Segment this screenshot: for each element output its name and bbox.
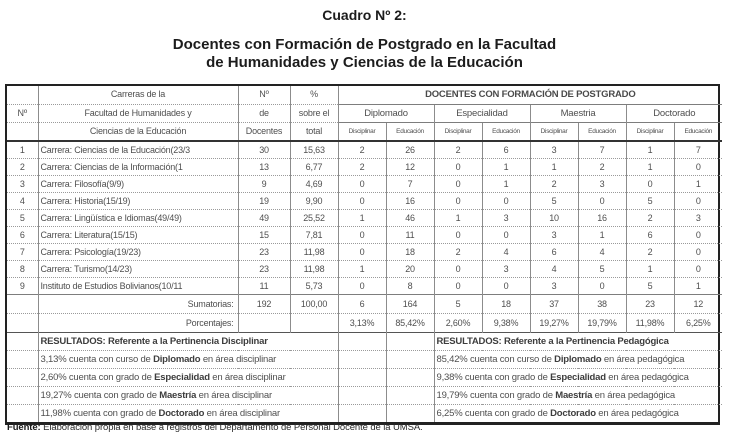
carrera-name: Carrera: Historia(15/19)	[38, 192, 238, 209]
docentes-cell: 11	[238, 277, 290, 294]
value-cell: 0	[674, 260, 722, 277]
sumatorias-value: 164	[386, 294, 434, 313]
resultados-pedagogica-item	[434, 350, 722, 368]
header-pct-line3: total	[290, 122, 338, 141]
porcentajes-num-spacer	[7, 313, 38, 332]
row-number: 7	[7, 243, 38, 260]
porcentajes-row	[7, 313, 722, 332]
header-num-label: Nº	[7, 104, 38, 122]
sumatorias-value: 23	[626, 294, 674, 313]
value-cell: 0	[482, 226, 530, 243]
header-sub-especialidad-educacion: Educación	[482, 122, 530, 141]
value-cell: 18	[386, 243, 434, 260]
value-cell: 1	[434, 209, 482, 226]
resultado-text: en área disciplinar	[200, 353, 277, 365]
porcentajes-value: 2,60%	[434, 313, 482, 332]
resultado-text: 19,79% cuenta con grado de	[436, 389, 556, 401]
value-cell: 16	[578, 209, 626, 226]
resultados-empty-cell	[386, 350, 434, 368]
carrera-name: Carrera: Psicología(19/23)	[38, 243, 238, 260]
carrera-name: Carrera: Ciencias de la Información(1	[38, 158, 238, 175]
value-cell: 26	[386, 141, 434, 159]
porcentajes-value: 19,27%	[530, 313, 578, 332]
value-cell: 2	[338, 158, 386, 175]
table-row	[7, 192, 722, 209]
value-cell: 0	[674, 158, 722, 175]
resultados-num-spacer	[7, 332, 38, 350]
resultado-text: 6,25% cuenta con grado de	[436, 407, 551, 419]
resultados-num-spacer	[7, 386, 38, 404]
porcentajes-value: 6,25%	[674, 313, 722, 332]
pct-cell: 11,98	[290, 243, 338, 260]
resultado-text: en área pedagógica	[595, 407, 679, 419]
value-cell: 5	[626, 277, 674, 294]
docentes-cell: 49	[238, 209, 290, 226]
value-cell: 3	[482, 260, 530, 277]
value-cell: 2	[626, 243, 674, 260]
value-cell: 1	[338, 209, 386, 226]
resultado-text: 19,27% cuenta con grado de	[40, 389, 160, 401]
value-cell: 6	[530, 243, 578, 260]
sumatorias-label: Sumatorias:	[38, 294, 238, 313]
resultados-empty-cell	[338, 368, 386, 386]
resultados-header-row	[7, 332, 722, 350]
value-cell: 0	[482, 192, 530, 209]
resultados-empty-cell	[386, 386, 434, 404]
header-docentes-line1: Nº	[238, 86, 290, 104]
pct-cell: 25,52	[290, 209, 338, 226]
resultados-empty-cell	[338, 404, 386, 422]
pct-cell: 7,81	[290, 226, 338, 243]
table-row	[7, 260, 722, 277]
header-sub-doctorado-disciplinar: Disciplinar	[626, 122, 674, 141]
source-note-label: Fuente:	[7, 422, 41, 433]
pct-cell: 9,90	[290, 192, 338, 209]
row-number: 1	[7, 141, 38, 159]
sumatorias-docentes: 192	[238, 294, 290, 313]
pct-cell: 5,73	[290, 277, 338, 294]
resultados-num-spacer	[7, 368, 38, 386]
resultado-grade: Doctorado	[158, 407, 205, 419]
resultado-text: 2,60% cuenta con grado de	[40, 371, 155, 383]
value-cell: 1	[482, 158, 530, 175]
row-number: 6	[7, 226, 38, 243]
table-row	[7, 209, 722, 226]
row-number: 2	[7, 158, 38, 175]
value-cell: 0	[578, 277, 626, 294]
value-cell: 11	[386, 226, 434, 243]
value-cell: 3	[674, 209, 722, 226]
pct-cell: 4,69	[290, 175, 338, 192]
sumatorias-value: 18	[482, 294, 530, 313]
header-sub-maestria-disciplinar: Disciplinar	[530, 122, 578, 141]
value-cell: 5	[578, 260, 626, 277]
value-cell: 0	[482, 277, 530, 294]
resultado-text: 11,98% cuenta con grado de	[40, 407, 159, 419]
resultados-row	[7, 404, 722, 422]
header-num-spacer	[7, 86, 38, 104]
resultados-empty-cell	[386, 332, 434, 350]
value-cell: 1	[626, 260, 674, 277]
value-cell: 5	[626, 192, 674, 209]
table-row	[7, 141, 722, 159]
docentes-cell: 15	[238, 226, 290, 243]
value-cell: 4	[530, 260, 578, 277]
header-postgrado-banner: DOCENTES CON FORMACIÓN DE POSTGRADO	[338, 86, 722, 104]
value-cell: 0	[434, 192, 482, 209]
resultados-pedagogica-item	[434, 368, 722, 386]
value-cell: 4	[482, 243, 530, 260]
value-cell: 2	[578, 158, 626, 175]
header-group-maestria: Maestria	[530, 104, 626, 122]
row-number: 9	[7, 277, 38, 294]
resultado-grade: Diplomado	[554, 353, 602, 365]
resultados-empty-cell	[338, 350, 386, 368]
resultados-num-spacer	[7, 404, 38, 422]
value-cell: 0	[674, 243, 722, 260]
table-row	[7, 158, 722, 175]
value-cell: 3	[530, 226, 578, 243]
value-cell: 7	[578, 141, 626, 159]
row-number: 5	[7, 209, 38, 226]
value-cell: 1	[626, 141, 674, 159]
header-group-especialidad: Especialidad	[434, 104, 530, 122]
value-cell: 4	[578, 243, 626, 260]
carrera-name: Carrera: Lingüística e Idiomas(49/49)	[38, 209, 238, 226]
value-cell: 16	[386, 192, 434, 209]
resultados-empty-cell	[386, 404, 434, 422]
carrera-name: Carrera: Turismo(14/23)	[38, 260, 238, 277]
resultados-disciplinar-header: RESULTADOS: Referente a la Pertinencia Disciplinar	[38, 332, 338, 350]
porcentajes-label: Porcentajes:	[38, 313, 238, 332]
header-carreras-line2: Facultad de Humanidades y	[38, 104, 238, 122]
value-cell: 10	[530, 209, 578, 226]
docentes-cell: 13	[238, 158, 290, 175]
header-pct-line2: sobre el	[290, 104, 338, 122]
header-group-doctorado: Doctorado	[626, 104, 722, 122]
row-number: 4	[7, 192, 38, 209]
value-cell: 1	[530, 158, 578, 175]
value-cell: 0	[338, 192, 386, 209]
value-cell: 46	[386, 209, 434, 226]
resultados-empty-cell	[386, 368, 434, 386]
table-caption-title-line1: Docentes con Formación de Postgrado en la Facultad	[172, 36, 557, 53]
postgrado-table	[7, 86, 722, 422]
value-cell: 6	[626, 226, 674, 243]
value-cell: 0	[434, 175, 482, 192]
header-sub-maestria-educacion: Educación	[578, 122, 626, 141]
resultados-disciplinar-item	[38, 350, 338, 368]
docentes-cell: 9	[238, 175, 290, 192]
resultados-row	[7, 350, 722, 368]
value-cell: 0	[338, 277, 386, 294]
value-cell: 0	[434, 226, 482, 243]
resultado-text: en área disciplinar	[196, 389, 272, 401]
value-cell: 3	[530, 277, 578, 294]
resultado-text: en área pedagógica	[605, 371, 689, 383]
porcentajes-pct-empty	[290, 313, 338, 332]
value-cell: 0	[674, 226, 722, 243]
header-sub-diplomado-disciplinar: Disciplinar	[338, 122, 386, 141]
header-docentes-line2: de	[238, 104, 290, 122]
value-cell: 7	[674, 141, 722, 159]
header-carreras-line3: Ciencias de la Educación	[38, 122, 238, 141]
table-caption-number: Cuadro Nº 2:	[322, 7, 407, 23]
table-row	[7, 277, 722, 294]
resultados-row	[7, 368, 722, 386]
value-cell: 0	[578, 192, 626, 209]
row-number: 3	[7, 175, 38, 192]
value-cell: 0	[434, 277, 482, 294]
header-group-diplomado: Diplomado	[338, 104, 434, 122]
table-row	[7, 243, 722, 260]
resultado-grade: Maestría	[555, 389, 593, 401]
header-docentes-line3: Docentes	[238, 122, 290, 141]
header-sub-diplomado-educacion: Educación	[386, 122, 434, 141]
sumatorias-num-spacer	[7, 294, 38, 313]
resultado-grade: Especialidad	[154, 371, 210, 383]
value-cell: 1	[338, 260, 386, 277]
value-cell: 12	[386, 158, 434, 175]
header-row-1	[7, 86, 722, 104]
resultado-grade: Doctorado	[550, 407, 596, 419]
sumatorias-row	[7, 294, 722, 313]
value-cell: 6	[482, 141, 530, 159]
porcentajes-value: 19,79%	[578, 313, 626, 332]
header-sub-doctorado-educacion: Educación	[674, 122, 722, 141]
resultados-empty-cell	[338, 332, 386, 350]
pct-cell: 11,98	[290, 260, 338, 277]
sumatorias-value: 38	[578, 294, 626, 313]
header-row-3	[7, 122, 722, 141]
porcentajes-value: 85,42%	[386, 313, 434, 332]
carrera-name: Carrera: Filosofía(9/9)	[38, 175, 238, 192]
header-row-2	[7, 104, 722, 122]
resultados-pedagogica-header: RESULTADOS: Referente a la Pertinencia Pedagógica	[434, 332, 722, 350]
table-row	[7, 226, 722, 243]
value-cell: 3	[578, 175, 626, 192]
resultados-empty-cell	[338, 386, 386, 404]
resultados-disciplinar-item	[38, 404, 338, 422]
value-cell: 2	[530, 175, 578, 192]
sumatorias-value: 5	[434, 294, 482, 313]
resultado-grade: Especialidad	[550, 371, 606, 383]
resultados-row	[7, 386, 722, 404]
value-cell: 20	[386, 260, 434, 277]
header-carreras-line1: Carreras de la	[38, 86, 238, 104]
value-cell: 0	[338, 175, 386, 192]
value-cell: 8	[386, 277, 434, 294]
resultados-disciplinar-item	[38, 386, 338, 404]
resultado-text: 3,13% cuenta con curso de	[40, 353, 154, 365]
value-cell: 3	[482, 209, 530, 226]
value-cell: 1	[578, 226, 626, 243]
source-note	[7, 422, 423, 433]
carrera-name: Carrera: Ciencias de la Educación(23/3	[38, 141, 238, 159]
value-cell: 1	[674, 277, 722, 294]
resultado-text: en área disciplinar	[209, 371, 286, 383]
value-cell: 5	[530, 192, 578, 209]
source-note-text: Elaboración propia en base a registros del Departamento de Personal Docente de la UMSA.	[40, 422, 423, 433]
value-cell: 0	[434, 260, 482, 277]
sumatorias-value: 12	[674, 294, 722, 313]
porcentajes-docentes-empty	[238, 313, 290, 332]
value-cell: 0	[338, 243, 386, 260]
carrera-name: Carrera: Literatura(15/15)	[38, 226, 238, 243]
docentes-cell: 19	[238, 192, 290, 209]
porcentajes-value: 3,13%	[338, 313, 386, 332]
header-num-spacer2	[7, 122, 38, 141]
value-cell: 1	[626, 158, 674, 175]
docentes-cell: 23	[238, 243, 290, 260]
value-cell: 2	[434, 243, 482, 260]
table-caption-title	[0, 36, 729, 72]
resultados-pedagogica-item	[434, 386, 722, 404]
value-cell: 0	[434, 158, 482, 175]
table-caption-title-line2: de Humanidades y Ciencias de la Educación	[206, 54, 523, 71]
value-cell: 7	[386, 175, 434, 192]
value-cell: 1	[482, 175, 530, 192]
table-row	[7, 175, 722, 192]
value-cell: 1	[674, 175, 722, 192]
pct-cell: 15,63	[290, 141, 338, 159]
header-sub-especialidad-disciplinar: Disciplinar	[434, 122, 482, 141]
resultados-num-spacer	[7, 350, 38, 368]
resultado-text: en área disciplinar	[204, 407, 280, 419]
porcentajes-value: 9,38%	[482, 313, 530, 332]
sumatorias-pct: 100,00	[290, 294, 338, 313]
value-cell: 0	[338, 226, 386, 243]
value-cell: 2	[434, 141, 482, 159]
resultado-text: 9,38% cuenta con grado de	[436, 371, 551, 383]
value-cell: 0	[674, 192, 722, 209]
header-pct-line1: %	[290, 86, 338, 104]
value-cell: 2	[338, 141, 386, 159]
row-number: 8	[7, 260, 38, 277]
resultado-text: en área pedagógica	[592, 389, 676, 401]
sumatorias-value: 37	[530, 294, 578, 313]
value-cell: 2	[626, 209, 674, 226]
resultado-text: 85,42% cuenta con curso de	[436, 353, 555, 365]
value-cell: 3	[530, 141, 578, 159]
postgrado-table-frame	[5, 84, 720, 425]
resultados-pedagogica-item	[434, 404, 722, 422]
resultado-grade: Diplomado	[153, 353, 201, 365]
pct-cell: 6,77	[290, 158, 338, 175]
resultados-disciplinar-item	[38, 368, 338, 386]
sumatorias-value: 6	[338, 294, 386, 313]
value-cell: 0	[626, 175, 674, 192]
docentes-cell: 30	[238, 141, 290, 159]
docentes-cell: 23	[238, 260, 290, 277]
resultado-text: en área pedagógica	[601, 353, 685, 365]
porcentajes-value: 11,98%	[626, 313, 674, 332]
carrera-name: Instituto de Estudios Bolivianos(10/11	[38, 277, 238, 294]
resultado-grade: Maestría	[159, 389, 197, 401]
